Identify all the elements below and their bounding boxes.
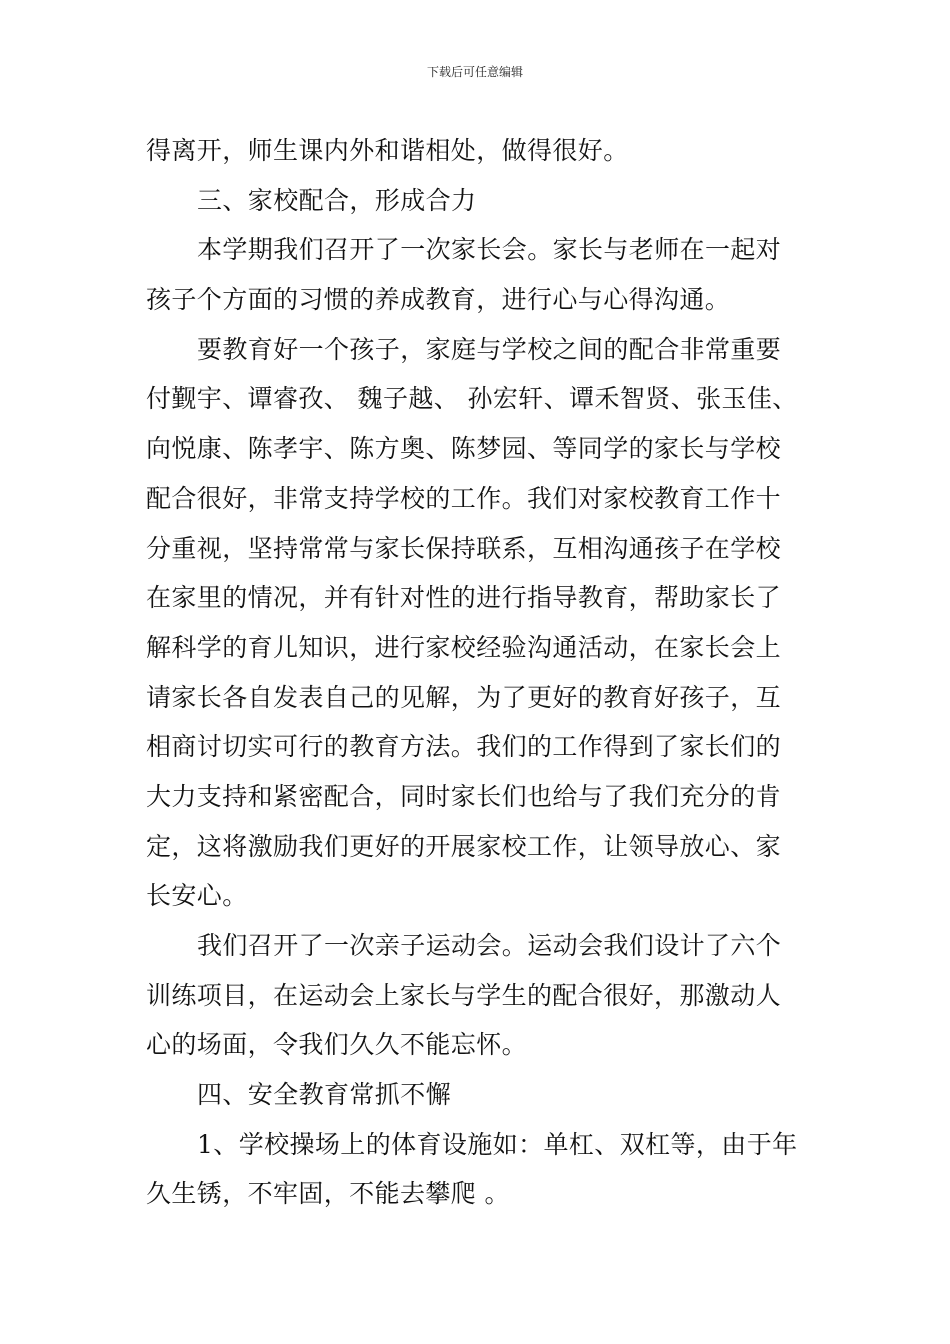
page-header: 下载后可任意编辑 (426, 65, 523, 79)
document-body (146, 126, 822, 1219)
text-line: 定，这将激励我们更好的开展家校工作，让领导放心、家 (146, 831, 782, 861)
text-line: 长安心。 (146, 881, 248, 911)
text-line: 请家长各自发表自己的见解，为了更好的教育好孩子，互 (146, 682, 782, 712)
paragraph-start-line: 三、家校配合，形成合力 (197, 185, 477, 215)
paragraph-start-line: 要教育好一个孩子，家庭与学校之间的配合非常重要 (197, 334, 782, 364)
text-line: 付觐宇、谭睿孜、 魏子越、 孙宏轩、谭禾智贤、张玉佳、 (146, 384, 798, 414)
text-line: 解科学的育儿知识，进行家校经验沟通活动，在家长会上 (146, 632, 782, 662)
text-line: 在家里的情况，并有针对性的进行指导教育，帮助家长了 (146, 583, 782, 613)
text-line: 向悦康、陈孝宇、陈方奥、陈梦园、等同学的家长与学校 (146, 434, 782, 464)
paragraph-start-line: 1、学校操场上的体育设施如：单杠、双杠等，由于年 (197, 1129, 798, 1159)
text-line: 心的场面，令我们久久不能忘怀。 (146, 1030, 528, 1060)
text-line: 相商讨切实可行的教育方法。我们的工作得到了家长们的 (146, 732, 782, 762)
text-line: 久生锈，不牢固，不能去攀爬 。 (146, 1179, 510, 1209)
text-line: 大力支持和紧密配合，同时家长们也给与了我们充分的肯 (146, 781, 782, 811)
text-line: 配合很好，非常支持学校的工作。我们对家校教育工作十 (146, 483, 782, 513)
paragraph-start-line: 我们召开了一次亲子运动会。运动会我们设计了六个 (197, 931, 782, 960)
text-line: 分重视，坚持常常与家长保持联系，互相沟通孩子在学校 (146, 533, 782, 563)
paragraph-start-line: 四、安全教育常抓不懈 (197, 1080, 452, 1110)
text-line: 得离开，师生课内外和谐相处，做得很好。 (146, 136, 629, 165)
paragraph-start-line: 本学期我们召开了一次家长会。家长与老师在一起对 (197, 235, 782, 265)
text-line: 训练项目，在运动会上家长与学生的配合很好，那激动人 (146, 980, 782, 1010)
text-line: 孩子个方面的习惯的养成教育，进行心与心得沟通。 (146, 285, 731, 315)
